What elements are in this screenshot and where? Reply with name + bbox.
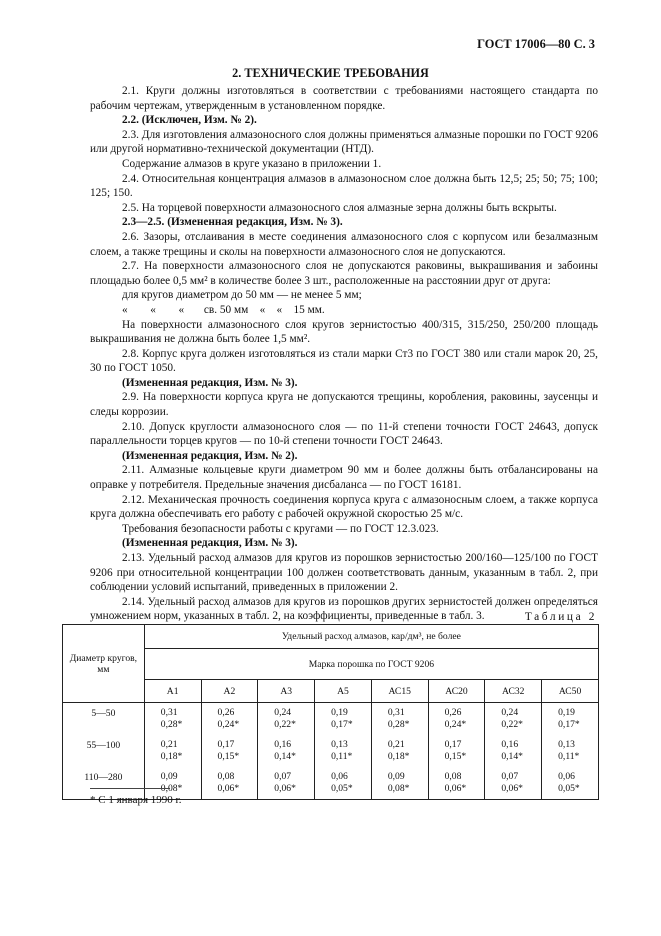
- table-cell: [144, 703, 201, 736]
- table-cell: [542, 703, 599, 736]
- table-row: [63, 703, 599, 736]
- cell-value: 0,07: [274, 771, 292, 782]
- paragraph-2-7: 2.7. На поверхности алмазоносного слоя не допускаются раковины, выкрашивания и забоины площадью более 0,5 мм² в количестве более 3 шт., расположенные на расстоянии друг от друга:: [90, 260, 598, 287]
- paragraph-2-11: 2.11. Алмазные кольцевые круги диаметром 90 мм и более должны быть отбалансированы на оправке у потребителя. Предельные значения дисбаланса — по ГОСТ 16181.: [90, 464, 598, 492]
- column-group-header: Удельный расход алмазов, кар/дм³, не более: [144, 625, 598, 649]
- cell-value-new: 0,28*: [160, 718, 183, 730]
- table-cell: [485, 735, 542, 767]
- table-caption: Таблица 2: [524, 611, 597, 623]
- table-cell: [315, 767, 372, 800]
- diamond-consumption-table: [62, 624, 599, 800]
- cell-value-new: 0,06*: [217, 782, 240, 794]
- paragraph-2-5: 2.5. На торцевой поверхности алмазоносного слоя алмазные зерна должны быть вскрыты.: [122, 201, 557, 214]
- cell-value: 0,06: [558, 771, 575, 782]
- table-cell: [371, 767, 428, 800]
- cell-value-new: 0,18*: [387, 750, 410, 762]
- paragraph-2-13: 2.13. Удельный расход алмазов для кругов из порошков зернистостью 200/160—125/100 по ГОСТ 9206 при относительной концентрации 100 должен соответствовать данным, указанным в табл. 2, при соблюдении условий испытаний, приведенных в приложении 2.: [90, 552, 598, 594]
- section-body: [90, 84, 598, 624]
- cell-value: 0,13: [558, 739, 575, 750]
- paragraph-2-7-note: На поверхности алмазоносного слоя кругов зернистостью 400/315, 315/250, 250/200 площадь выкрашивания не должна быть более 1,5 мм².: [90, 318, 598, 346]
- cell-value: 0,16: [274, 739, 292, 750]
- mark-header: АС32: [485, 680, 542, 703]
- table-cell: [428, 735, 485, 767]
- table-cell: [485, 703, 542, 736]
- cell-value-new: 0,18*: [160, 750, 183, 762]
- paragraph-2-4: 2.4. Относительная концентрация алмазов в алмазоносном слое должна быть 12,5; 25; 50; 75; 100; 125; 150.: [90, 172, 598, 200]
- row-diameter: 110—280: [63, 767, 145, 800]
- column-header-diameter: Диаметр кругов, мм: [63, 625, 145, 703]
- amendment-note-2-10: (Измененная редакция, Изм. № 2).: [122, 449, 298, 462]
- paragraph-2-12: 2.12. Механическая прочность соединения корпуса круга с алмазоносным слоем, а также корпуса круга должна обеспечивать его работу с рабочей окружной скоростью 25 м/с.: [90, 493, 598, 521]
- mark-header: АС50: [542, 680, 599, 703]
- table-cell: [542, 767, 599, 800]
- cell-value-new: 0,11*: [331, 750, 353, 762]
- paragraph-2-7-item-b: « « « св. 50 мм « « 15 мм.: [122, 303, 325, 316]
- cell-value: 0,26: [444, 707, 462, 718]
- cell-value: 0,09: [160, 771, 178, 782]
- table-cell: [258, 735, 315, 767]
- mark-header: АС20: [428, 680, 485, 703]
- cell-value-new: 0,11*: [558, 750, 580, 762]
- paragraph-2-3-content: Содержание алмазов в круге указано в приложении 1.: [122, 157, 382, 170]
- amendment-note-2-8: (Измененная редакция, Изм. № 3).: [122, 376, 298, 389]
- footnote: * С 1 января 1990 г.: [90, 794, 182, 806]
- cell-value: 0,16: [501, 739, 519, 750]
- cell-value: 0,31: [387, 707, 405, 718]
- cell-value: 0,17: [217, 739, 235, 750]
- table-cell: [315, 735, 372, 767]
- cell-value-new: 0,06*: [274, 782, 296, 794]
- mark-header: А2: [201, 680, 258, 703]
- table-cell: [371, 735, 428, 767]
- cell-value-new: 0,14*: [501, 750, 523, 762]
- mark-header: А3: [258, 680, 315, 703]
- amendment-note-2-3-2-5: 2.3—2.5. (Измененная редакция, Изм. № 3).: [122, 216, 343, 229]
- page-header: ГОСТ 17006—80 С. 3: [477, 37, 595, 51]
- table-cell: [201, 735, 258, 767]
- cell-value-new: 0,05*: [331, 782, 353, 794]
- cell-value: 0,24: [501, 707, 519, 718]
- paragraph-2-1: 2.1. Круги должны изготовляться в соответствии с требованиями настоящего стандарта по рабочим чертежам, утвержденным в установленном порядке.: [90, 85, 598, 112]
- cell-value-new: 0,17*: [331, 718, 353, 730]
- paragraph-2-3: 2.3. Для изготовления алмазоносного слоя должны применяться алмазные порошки по ГОСТ 9206 или другой нормативно-технической документации (НТД).: [90, 128, 598, 156]
- cell-value-new: 0,28*: [387, 718, 410, 730]
- paragraph-2-7-item-a: для кругов диаметром до 50 мм — не менее 5 мм;: [122, 289, 362, 302]
- paragraph-2-2: 2.2. (Исключен, Изм. № 2).: [122, 114, 257, 127]
- cell-value: 0,31: [160, 707, 178, 718]
- paragraph-2-12-safety: Требования безопасности работы с кругами — по ГОСТ 12.3.023.: [122, 522, 439, 535]
- cell-value-new: 0,15*: [217, 750, 240, 762]
- cell-value: 0,13: [331, 739, 348, 750]
- table-cell: [144, 735, 201, 767]
- table-cell: [542, 735, 599, 767]
- cell-value: 0,21: [387, 739, 405, 750]
- table-cell: [371, 703, 428, 736]
- table-row: [63, 735, 599, 767]
- table-cell: [485, 767, 542, 800]
- cell-value-new: 0,08*: [160, 782, 183, 794]
- cell-value-new: 0,24*: [217, 718, 240, 730]
- footnote-divider: [90, 788, 170, 789]
- row-diameter: 5—50: [63, 703, 145, 736]
- mark-header: А1: [144, 680, 201, 703]
- table-cell: [315, 703, 372, 736]
- cell-value-new: 0,17*: [558, 718, 580, 730]
- paragraph-2-6: 2.6. Зазоры, отслаивания в месте соединения алмазоносного слоя с корпусом или безалмазным слоем, а также трещины и сколы на поверхности алмазоносного слоя не допускаются.: [90, 230, 598, 258]
- cell-value: 0,09: [387, 771, 405, 782]
- cell-value-new: 0,08*: [387, 782, 410, 794]
- cell-value: 0,07: [501, 771, 519, 782]
- cell-value-new: 0,22*: [274, 718, 296, 730]
- cell-value: 0,08: [444, 771, 462, 782]
- cell-value-new: 0,15*: [444, 750, 467, 762]
- table-cell: [258, 703, 315, 736]
- cell-value-new: 0,05*: [558, 782, 580, 794]
- cell-value: 0,19: [558, 707, 575, 718]
- cell-value-new: 0,14*: [274, 750, 296, 762]
- table-cell: [201, 767, 258, 800]
- cell-value-new: 0,24*: [444, 718, 467, 730]
- table-cell: [428, 767, 485, 800]
- paragraph-2-14: 2.14. Удельный расход алмазов для кругов из порошков других зернистостей должен определяться умножением норм, указанных в табл. 2, на коэффициенты, приведенные в табл. 3.: [90, 595, 598, 623]
- cell-value: 0,26: [217, 707, 235, 718]
- row-diameter: 55—100: [63, 735, 145, 767]
- paragraph-2-10: 2.10. Допуск круглости алмазоносного слоя — по 11-й степени точности ГОСТ 24643, допуск параллельности торцев кругов — по 10-й степени точности ГОСТ 24643.: [90, 420, 598, 448]
- table-cell: [428, 703, 485, 736]
- cell-value: 0,06: [331, 771, 348, 782]
- cell-value: 0,21: [160, 739, 178, 750]
- paragraph-2-8: 2.8. Корпус круга должен изготовляться из стали марки Ст3 по ГОСТ 380 или стали марок 20, 25, 30 по ГОСТ 1050.: [90, 347, 598, 375]
- cell-value: 0,08: [217, 771, 235, 782]
- table-cell: [201, 703, 258, 736]
- paragraph-2-9: 2.9. На поверхности корпуса круга не допускаются трещины, коробления, раковины, заусенцы и следы коррозии.: [90, 391, 598, 419]
- cell-value-new: 0,06*: [501, 782, 523, 794]
- table-cell: [258, 767, 315, 800]
- cell-value-new: 0,06*: [444, 782, 467, 794]
- mark-header: АС15: [371, 680, 428, 703]
- cell-value: 0,19: [331, 707, 348, 718]
- mark-header: А5: [315, 680, 372, 703]
- column-subheader: Марка порошка по ГОСТ 9206: [144, 649, 598, 680]
- cell-value-new: 0,22*: [501, 718, 523, 730]
- section-title: 2. ТЕХНИЧЕСКИЕ ТРЕБОВАНИЯ: [232, 66, 429, 80]
- cell-value: 0,17: [444, 739, 462, 750]
- table-body: [63, 703, 599, 800]
- amendment-note-2-12: (Измененная редакция, Изм. № 3).: [122, 537, 298, 550]
- cell-value: 0,24: [274, 707, 292, 718]
